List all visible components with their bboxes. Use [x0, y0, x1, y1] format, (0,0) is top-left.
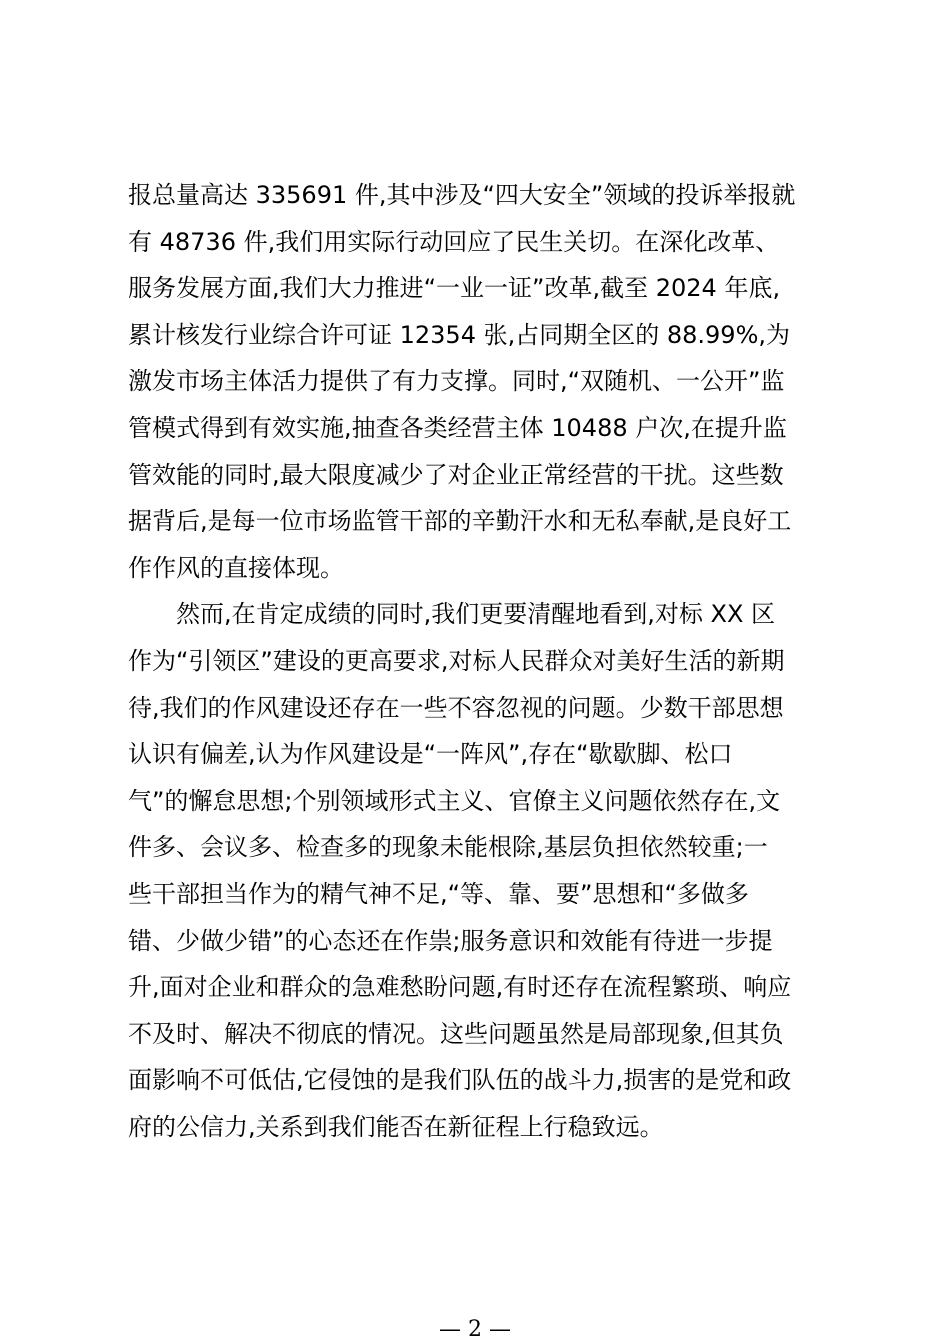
- text-line: 累计核发行业综合许可证 12354 张,占同期全区的 88.99%,为: [128, 320, 791, 349]
- text-line: 件多、会议多、检查多的现象未能根除,基层负担依然较重;一: [128, 833, 768, 862]
- page-number: — 2 —: [439, 1317, 511, 1342]
- text-line: 报总量高达 335691 件,其中涉及“四大安全”领域的投诉举报就: [128, 181, 796, 209]
- text-line: 不及时、解决不彻底的情况。这些问题虽然是局部现象,但其负: [128, 1019, 784, 1048]
- text-line: 认识有偏差,认为作风建设是“一阵风”,存在“歇歇脚、松口: [128, 740, 733, 769]
- text-line: 然而,在肯定成绩的同时,我们更要清醒地看到,对标 XX 区: [128, 600, 776, 629]
- text-line: 错、少做少错”的心态还在作祟;服务意识和效能有待进一步提: [128, 926, 773, 955]
- text-line: 升,面对企业和群众的急难愁盼问题,有时还存在流程繁琐、响应: [128, 973, 792, 1002]
- text-line: 气”的懈怠思想;个别领域形式主义、官僚主义问题依然存在,文: [128, 786, 781, 815]
- text-line: 激发市场主体活力提供了有力支撑。同时,“双随机、一公开”监: [128, 367, 785, 396]
- text-line: 服务发展方面,我们大力推进“一业一证”改革,截至 2024 年底,: [128, 274, 781, 303]
- text-line: 管模式得到有效实施,抽查各类经营主体 10488 户次,在提升监: [128, 413, 787, 442]
- text-line: 作为“引领区”建设的更高要求,对标人民群众对美好生活的新期: [128, 646, 785, 675]
- text-line: 管效能的同时,最大限度减少了对企业正常经营的干扰。这些数: [128, 460, 784, 489]
- text-line: 作作风的直接体现。: [128, 553, 344, 582]
- text-line: 有 48736 件,我们用实际行动回应了民生关切。在深化改革、: [128, 227, 780, 256]
- text-line: 府的公信力,关系到我们能否在新征程上行稳致远。: [128, 1112, 664, 1141]
- text-line: 面影响不可低估,它侵蚀的是我们队伍的战斗力,损害的是党和政: [128, 1066, 792, 1095]
- text-line: 些干部担当作为的精气神不足,“等、靠、要”思想和“多做多: [128, 879, 749, 908]
- text-line: 待,我们的作风建设还存在一些不容忽视的问题。少数干部思想: [128, 693, 784, 722]
- body-text: [128, 172, 838, 1150]
- text-line: 据背后,是每一位市场监管干部的辛勤汗水和无私奉献,是良好工: [128, 507, 792, 536]
